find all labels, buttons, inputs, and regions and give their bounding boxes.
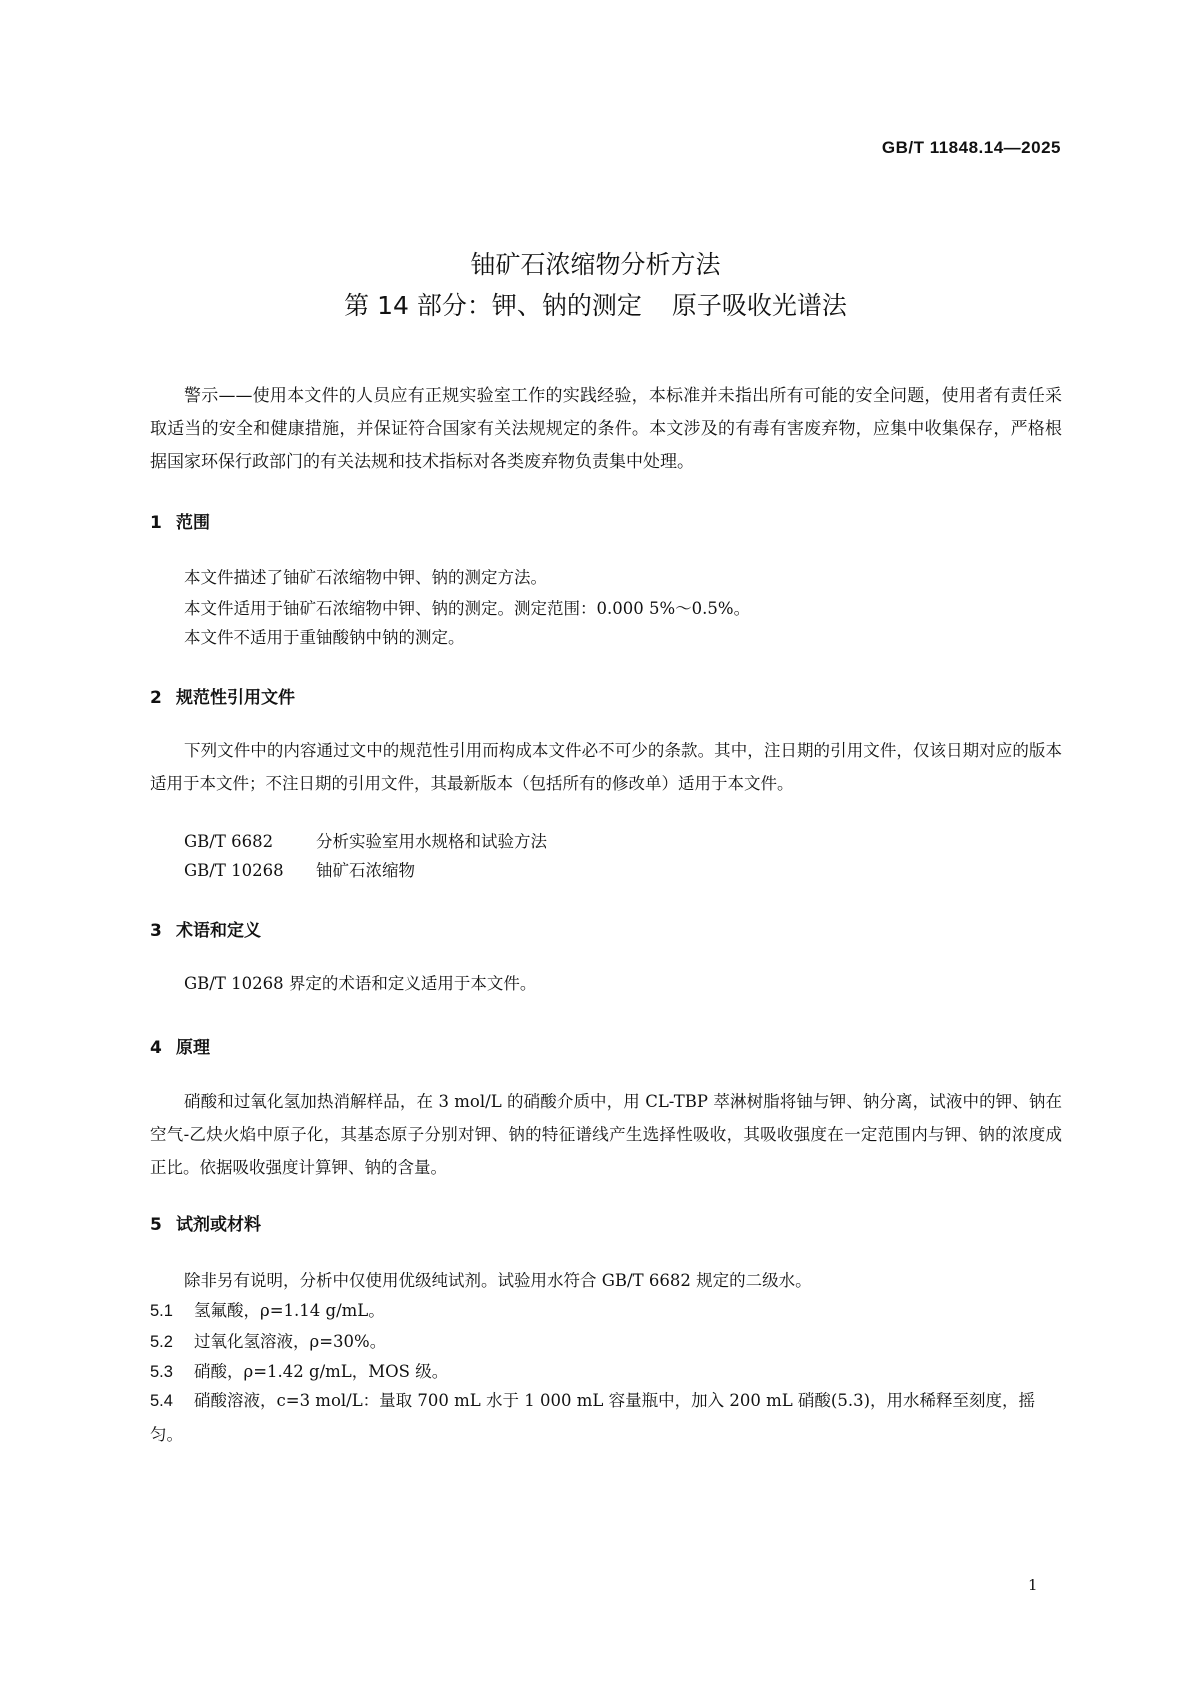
page-number: 1 <box>1028 1576 1038 1594</box>
item-number: 5.4 <box>150 1392 173 1410</box>
section-heading <box>150 683 295 708</box>
section-heading <box>150 1033 210 1058</box>
subtitle-method: 原子吸收光谱法 <box>671 291 847 320</box>
list-item <box>150 1294 1062 1328</box>
subtitle-part: 第 14 部分：钾、钠的测定 <box>344 291 642 320</box>
section-number: 2 <box>150 688 162 708</box>
item-text: 过氧化氢溶液，ρ=30%。 <box>194 1332 387 1351</box>
section-number: 1 <box>150 513 162 533</box>
item-number: 5.2 <box>150 1333 173 1351</box>
paragraph: 本文件不适用于重铀酸钠中钠的测定。 <box>184 628 465 647</box>
reference-title: 铀矿石浓缩物 <box>316 861 415 880</box>
document-title: 铀矿石浓缩物分析方法 <box>470 250 721 279</box>
reference-item <box>184 857 415 881</box>
standard-number: GB/T 11848.14—2025 <box>881 138 1061 157</box>
reference-item <box>184 828 547 852</box>
warning-paragraph: 警示——使用本文件的人员应有正规实验室工作的实践经验，本标准并未指出所有可能的安全问题，使用者有责任采取适当的安全和健康措施，并保证符合国家有关法规规定的条件。本文涉及的有毒有害废弃物，应集中收集保存，严格根据国家环保行政部门的有关法规和技术指标对各类废弃物负责集中处理。 <box>150 386 1062 472</box>
reference-code: GB/T 10268 <box>184 861 284 880</box>
list-item <box>150 1384 1062 1451</box>
section-heading <box>150 1210 261 1235</box>
section-heading <box>150 508 210 533</box>
section-number: 5 <box>150 1215 162 1235</box>
reference-code: GB/T 6682 <box>184 832 274 851</box>
item-text: 氢氟酸，ρ=1.14 g/mL。 <box>194 1301 385 1320</box>
section-heading <box>150 916 261 941</box>
reference-title: 分析实验室用水规格和试验方法 <box>316 832 547 851</box>
section-title: 范围 <box>176 513 210 533</box>
paragraph: GB/T 10268 界定的术语和定义适用于本文件。 <box>184 974 537 993</box>
item-number: 5.1 <box>150 1302 173 1320</box>
paragraph: 下列文件中的内容通过文中的规范性引用而构成本文件必不可少的条款。其中，注日期的引用文件，仅该日期对应的版本适用于本文件；不注日期的引用文件，其最新版本（包括所有的修改单）适用于本文件。 <box>150 741 1062 793</box>
section-title: 术语和定义 <box>176 921 261 941</box>
item-text: 硝酸，ρ=1.42 g/mL，MOS 级。 <box>194 1362 449 1381</box>
section-title: 原理 <box>176 1038 210 1058</box>
paragraph: 除非另有说明，分析中仅使用优级纯试剂。试验用水符合 GB/T 6682 规定的二级水。 <box>184 1271 812 1290</box>
section-number: 3 <box>150 921 162 941</box>
section-title: 规范性引用文件 <box>176 688 295 708</box>
section-title: 试剂或材料 <box>176 1215 261 1235</box>
paragraph: 硝酸和过氧化氢加热消解样品，在 3 mol/L 的硝酸介质中，用 CL-TBP 萃淋树脂将铀与钾、钠分离，试液中的钾、钠在空气-乙炔火焰中原子化，其基态原子分别对钾、钠的特征谱线产生选择性吸收，其吸收强度在一定范围内与钾、钠的浓度成正比。依据吸收强度计算钾、钠的含量。 <box>150 1092 1062 1177</box>
section-number: 4 <box>150 1038 162 1058</box>
document-subtitle <box>0 286 1191 322</box>
item-text: 硝酸溶液，c=3 mol/L：量取 700 mL 水于 1 000 mL 容量瓶中，加入 200 mL 硝酸(5.3)，用水稀释至刻度，摇匀。 <box>150 1391 1036 1444</box>
paragraph: 本文件描述了铀矿石浓缩物中钾、钠的测定方法。 <box>184 568 547 587</box>
item-number: 5.3 <box>150 1363 173 1381</box>
list-item <box>150 1325 1062 1359</box>
paragraph: 本文件适用于铀矿石浓缩物中钾、钠的测定。测定范围：0.000 5%～0.5%。 <box>184 599 751 618</box>
